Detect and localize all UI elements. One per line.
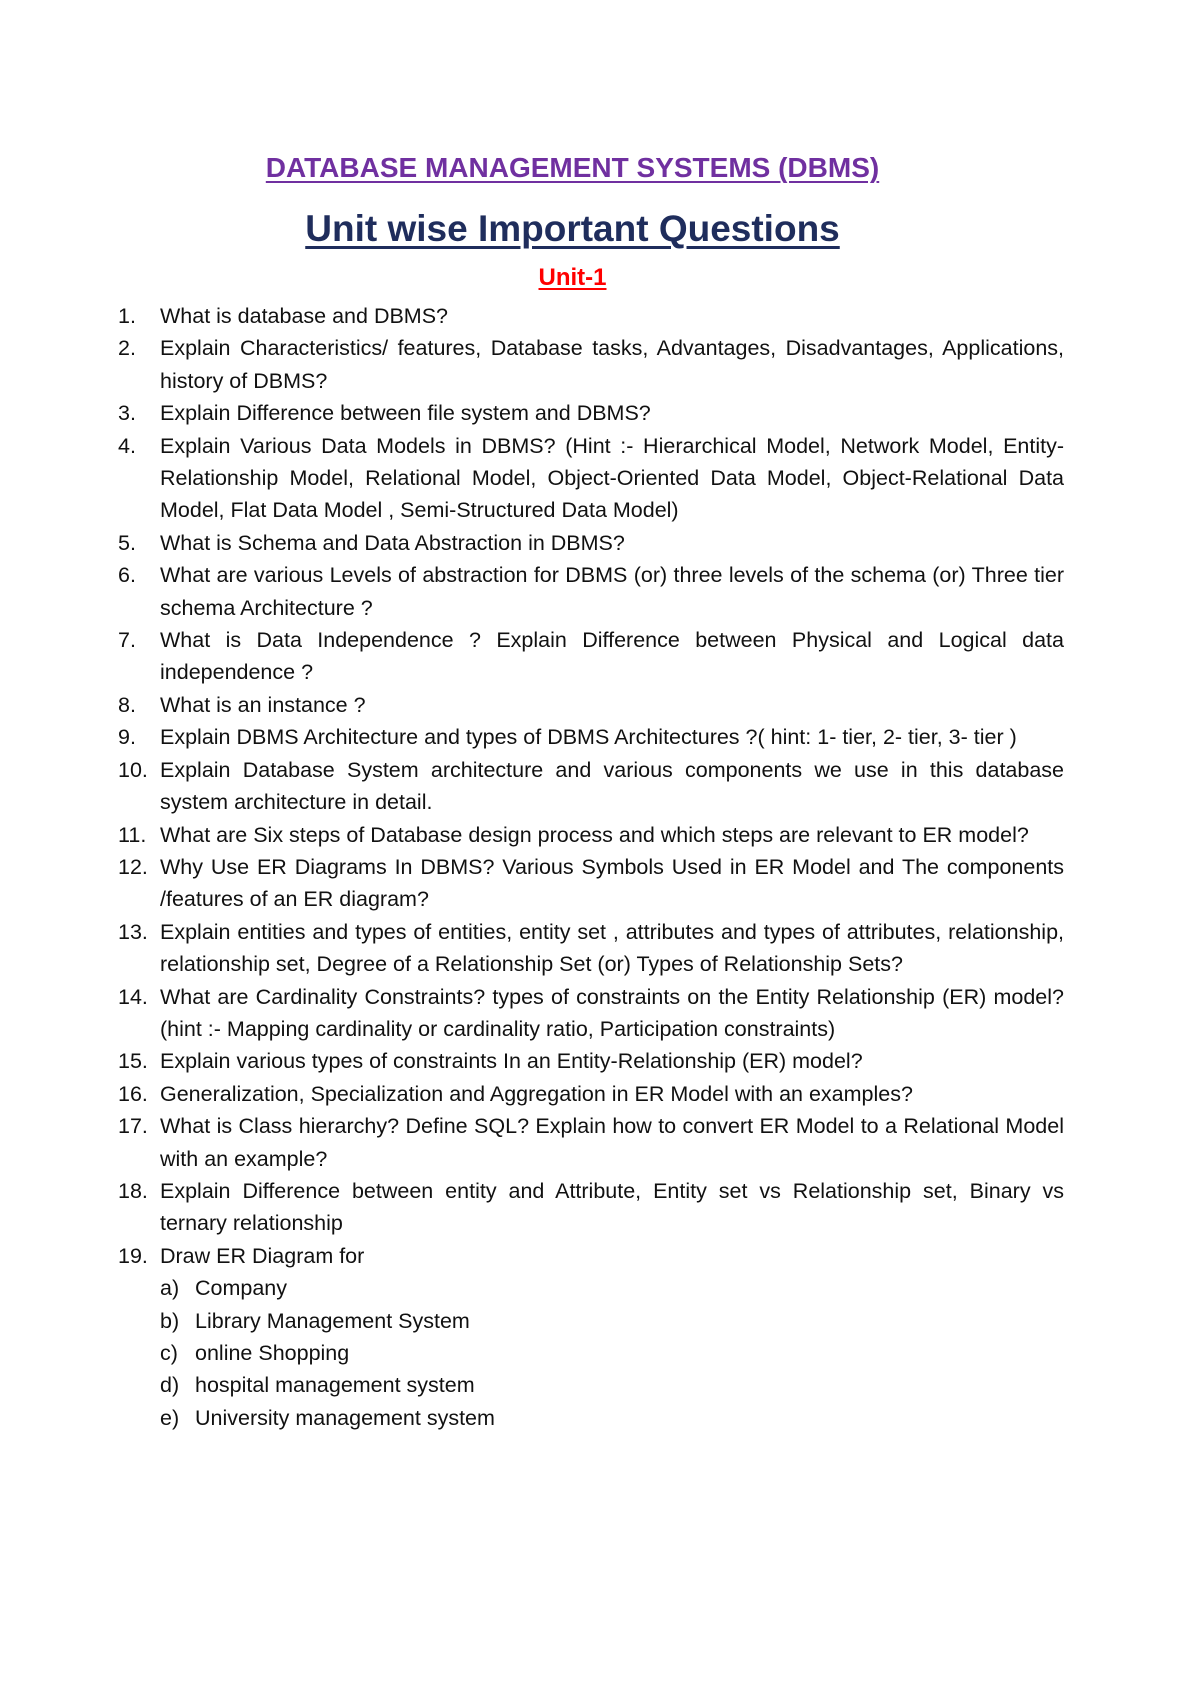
sub-item-letter: a) [160,1276,180,1301]
question-item [118,916,1064,981]
question-item [118,981,1064,1046]
question-item [118,1078,1064,1110]
question-item [118,300,1064,332]
question-item [118,689,1064,721]
question-number: 19. [118,1243,148,1268]
sub-item-letter: c) [160,1341,178,1365]
question-text: Why Use ER Diagrams In DBMS? Various Symbols Used in ER Model and The components /features of an ER diagram? [160,854,1064,912]
question-number: 11. [118,822,147,847]
question-number: 9. [118,725,136,750]
question-text: Generalization, Specialization and Aggregation in ER Model with an examples? [160,1081,913,1106]
sub-list-item [160,1402,1064,1434]
question-item [118,754,1064,819]
question-number: 6. [118,563,136,588]
question-number: 12. [118,854,148,879]
question-number: 8. [118,692,136,717]
unit-heading: Unit-1 [538,264,607,291]
question-number: 16. [118,1081,148,1106]
question-item [118,851,1064,916]
question-text: Explain DBMS Architecture and types of DBMS Architectures ?( hint: 1- tier, 2- tier, 3- tier ) [160,725,1017,750]
question-item [118,1240,1064,1434]
question-text: Explain Characteristics/ features, Database tasks, Advantages, Disadvantages, Applications, history of DBMS? [160,336,1064,393]
question-item [118,1110,1064,1175]
sub-item-text: hospital management system [195,1373,475,1398]
sub-list-item [160,1305,1064,1337]
question-number: 4. [118,433,136,458]
question-number: 13. [118,919,148,944]
question-item [118,559,1064,624]
question-text: What are Cardinality Constraints? types of constraints on the Entity Relationship (ER) model?(hint :- Mapping cardinality or cardinality ratio, Participation constraints) [160,984,1064,1041]
sub-item-letter: b) [160,1308,180,1333]
question-item [118,332,1064,397]
question-number: 18. [118,1178,148,1203]
question-number: 15. [118,1049,148,1074]
question-item [118,397,1064,429]
question-number: 7. [118,628,136,653]
question-number: 2. [118,336,136,361]
question-text: Explain Difference between file system and DBMS? [160,401,651,426]
question-number: 3. [118,401,136,426]
question-text: What is Class hierarchy? Define SQL? Explain how to convert ER Model to a Relational Model with an example? [160,1114,1064,1171]
question-text: What is Schema and Data Abstraction in DBMS? [160,530,625,555]
page-heading: Unit wise Important Questions [305,208,840,249]
question-text: Explain Database System architecture and various components we use in this database system architecture in detail. [160,757,1064,815]
question-text: Explain various types of constraints In an Entity-Relationship (ER) model? [160,1049,863,1074]
question-number: 1. [118,304,136,328]
sub-item-text: Company [195,1276,288,1301]
question-item [118,1045,1064,1077]
question-text: Explain Various Data Models in DBMS? (Hint :- Hierarchical Model, Network Model, Entity-Relationship Model, Relational Model, Object-Oriented Data Model, Object-Relational Data Model, Flat Data Model , Semi-Structured Data Model) [160,433,1064,523]
question-list [118,300,1064,1434]
question-text: What is an instance ? [160,692,366,717]
question-text: What are various Levels of abstraction for DBMS (or) three levels of the schema (or) Three tier schema Architecture ? [160,563,1064,620]
er-diagram-list [160,1272,1064,1434]
sub-item-letter: d) [160,1373,180,1398]
question-item [118,1175,1064,1240]
question-text: Draw ER Diagram for [160,1243,365,1268]
question-number: 14. [118,984,148,1009]
question-item [118,624,1064,689]
question-item [118,430,1064,527]
question-number: 5. [118,530,136,555]
sub-item-text: Library Management System [195,1308,470,1333]
question-number: 17. [118,1114,148,1139]
sub-list-item [160,1369,1064,1401]
sub-list-item [160,1337,1064,1369]
question-text: What is Data Independence ? Explain Difference between Physical and Logical data independence ? [160,628,1064,685]
question-text: Explain Difference between entity and Attribute, Entity set vs Relationship set, Binary vs ternary relationship [160,1178,1064,1236]
subject-title: DATABASE MANAGEMENT SYSTEMS (DBMS) [265,152,880,183]
sub-list-item [160,1272,1064,1304]
question-text: Explain entities and types of entities, entity set , attributes and types of attributes, relationship, relationship set, Degree of a Relationship Set (or) Types of Relationship Sets? [160,919,1064,977]
question-item [118,819,1064,851]
question-item [118,527,1064,559]
question-number: 10. [118,757,148,782]
question-text: What are Six steps of Database design process and which steps are relevant to ER model? [160,822,1029,847]
sub-item-letter: e) [160,1405,180,1430]
question-item [118,721,1064,753]
sub-item-text: University management system [195,1405,495,1430]
question-text: What is database and DBMS? [160,304,449,328]
sub-item-text: online Shopping [195,1341,350,1365]
